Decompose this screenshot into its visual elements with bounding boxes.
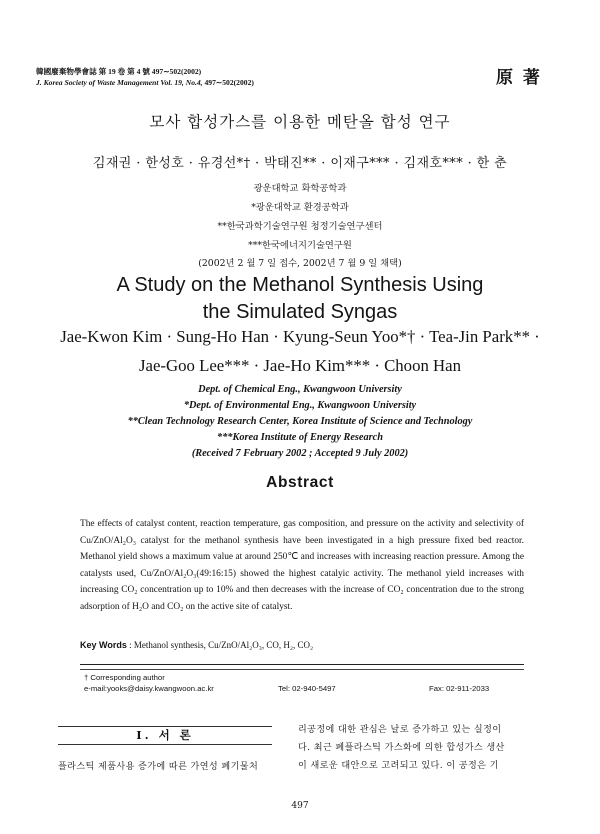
journal-pages: 497∼502(2002) (204, 78, 254, 87)
korean-dates: (2002년 2 월 7 일 접수, 2002년 7 월 9 일 채택) (198, 258, 402, 269)
english-title-line-2: the Simulated Syngas (202, 301, 398, 323)
section-rule-bottom (58, 744, 272, 745)
footnote-rule (80, 669, 524, 670)
english-affiliation-2: *Dept. of Environmental Eng., Kwangwoon University (183, 400, 417, 411)
keywords-text: : Methanol synthesis, Cu/ZnO/Al₂O₃, CO, H₂, CO₂ (129, 640, 314, 650)
corresponding-fax: Fax: 02-911-2033 (429, 684, 490, 693)
korean-affiliation-1: 광운대학교 화학공학과 (253, 183, 347, 194)
english-affiliation-3: **Clean Technology Research Center, Korea Institute of Science and Technology (127, 416, 473, 427)
korean-affiliation-3: **한국과학기술연구원 청정기술연구센터 (217, 221, 383, 232)
abstract-text: The effects of catalyst content, reaction temperature, gas composition, and pressure on the activity and selectivity of Cu/ZnO/Al₂O₃ catalyst for the methanol synthesis have been investigated in a high pressure fixed bed reactor. Methanol yield shows a maximum value at around 250℃ and increases with increasing reaction pressure. Among the catalysts used, Cu/ZnO/Al₂O₃(49:16:15) showed the highest catalyic activity. The methanol yield increases with increasing CO₂ concentration up to 10% and then decreases with the increase of CO₂ concentration due to the strong adsorption of H₂O and CO₂ on the active site of catalyst. (80, 519, 524, 612)
korean-title: 모사 합성가스를 이용한 메탄올 합성 연구 (149, 113, 451, 131)
english-title-line-1: A Study on the Methanol Synthesis Using (116, 274, 484, 296)
keywords (80, 640, 313, 650)
journal-volume: Vol. 19, No.4, (160, 78, 203, 87)
keywords-label: Key Words (80, 640, 127, 650)
english-authors-line-1: Jae-Kwon Kim · Sung-Ho Han · Kyung-Seun Yoo*† · Tea-Jin Park** · (60, 327, 540, 346)
korean-affiliation-2: *광운대학교 환경공학과 (251, 202, 349, 213)
corresponding-tel: Tel: 02-940-5497 (278, 684, 336, 693)
corresponding-email: e-mail:yooks@daisy.kwangwoon.ac.kr (84, 684, 214, 693)
corresponding-author-note: † Corresponding author (84, 673, 165, 682)
intro-left-line-1: 플라스틱 제품사용 증가에 따른 가연성 폐기물처 (58, 762, 259, 772)
english-title (0, 272, 600, 326)
english-affiliation-4: ***Korea Institute of Energy Research (217, 432, 383, 443)
page-number: 497 (291, 801, 309, 811)
journal-name: J. Korea Society of Waste Management (36, 78, 159, 87)
english-authors-line-2: Jae-Goo Lee*** · Jae-Ho Kim*** · Choon Han (138, 356, 462, 375)
intro-right-line-2: 다. 최근 폐플라스틱 가스화에 의한 합성가스 생산 (298, 743, 505, 753)
intro-right-line-1: 리공정에 대한 관심은 날로 증가하고 있는 실정이 (298, 725, 502, 735)
abstract-heading: Abstract (266, 474, 334, 491)
english-dates: (Received 7 February 2002 ; Accepted 9 July 2002) (191, 448, 409, 459)
korean-affiliation-4: ***한국에너지기술연구원 (248, 240, 352, 251)
keywords-rule (80, 664, 524, 665)
section-title: Ⅰ. 서 론 (136, 728, 194, 742)
journal-header-korean: 韓國廢棄物學會誌 第 19 卷 第 4 號 497∼502(2002) (36, 67, 202, 76)
article-type-badge: 原 著 (496, 68, 542, 88)
intro-right-line-3: 이 새로운 대안으로 고려되고 있다. 이 공정은 기 (298, 761, 499, 771)
english-affiliation-1: Dept. of Chemical Eng., Kwangwoon University (198, 384, 402, 395)
journal-header-english (36, 78, 254, 87)
korean-authors: 김재권 · 한성호 · 유경선*† · 박태진** · 이재구*** · 김재호*** · 한 춘 (92, 156, 508, 171)
